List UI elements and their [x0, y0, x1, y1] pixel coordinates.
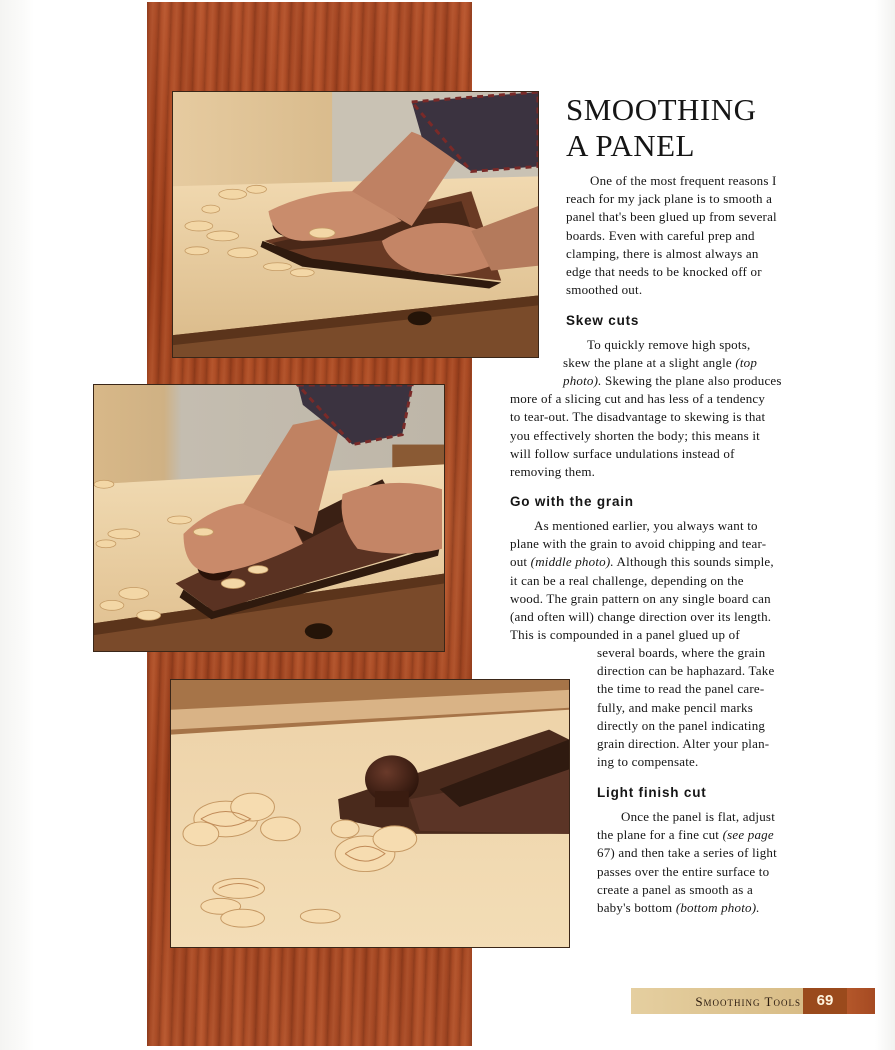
page-right-edge [875, 0, 895, 1050]
text-line: to tear-out. The disadvantage to skewing is that [510, 409, 766, 425]
photo-top-skew-cut [172, 91, 539, 358]
text-line: you effectively shorten the body; this means it [510, 427, 760, 443]
text-line: This is compounded in a panel glued up of [510, 627, 740, 643]
text-line: smoothed out. [566, 282, 643, 298]
photo-bottom-illustration [171, 680, 569, 947]
photo-bottom-light-finish-cut [170, 679, 570, 948]
grain-paragraph-part-1 [510, 517, 810, 644]
skew-paragraph-part-1 [563, 336, 809, 372]
text-fragment: baby's bottom [597, 900, 676, 916]
page-number: 69 [803, 988, 847, 1014]
text-line: direction can be haphazard. Take [597, 663, 775, 679]
text-line [510, 372, 810, 390]
subheading-light-finish-cut: Light finish cut [597, 785, 707, 800]
text-line [563, 354, 809, 372]
photo-reference-bottom: (bottom photo). [675, 900, 760, 916]
text-line: 67) and then take a series of light [597, 845, 777, 861]
text-fragment: skew the plane at a slight angle [563, 355, 732, 371]
text-line: wood. The grain pattern on any single board can [510, 590, 771, 606]
text-line [597, 899, 811, 917]
text-fragment: Although this sounds simple, [613, 554, 774, 570]
photo-middle-grain-direction [93, 384, 445, 652]
photo-top-illustration [173, 92, 538, 357]
text-line: As mentioned earlier, you always want to [534, 518, 758, 533]
text-line: panel that's been glued up from several [566, 209, 777, 225]
text-line: the time to read the panel care- [597, 681, 765, 697]
page-left-edge [0, 0, 34, 1050]
text-line: will follow surface undulations instead of [510, 445, 735, 461]
running-footer-title: Smoothing Tools [695, 994, 801, 1009]
subheading-go-with-the-grain: Go with the grain [510, 494, 634, 509]
light-finish-paragraph [597, 808, 811, 917]
text-line: Once the panel is flat, adjust [621, 809, 776, 824]
text-line: boards. Even with careful prep and [566, 227, 755, 243]
title-line-1: SMOOTHING [566, 92, 757, 127]
text-fragment: out [510, 554, 531, 570]
text-line: grain direction. Alter your plan- [597, 736, 770, 752]
text-line: create a panel as smooth as a [597, 881, 753, 897]
text-line: plane with the grain to avoid chipping and tear- [510, 536, 767, 552]
subheading-skew-cuts: Skew cuts [566, 313, 640, 328]
text-line [597, 826, 811, 844]
text-line: more of a slicing cut and has less of a tendency [510, 391, 766, 407]
text-line: directly on the panel indicating [597, 717, 766, 733]
text-line: reach for my jack plane is to smooth a [566, 191, 773, 207]
title-line-2: A PANEL [566, 128, 695, 163]
text-line [510, 553, 810, 571]
text-line: passes over the entire surface to [597, 863, 770, 879]
photo-middle-illustration [94, 385, 444, 651]
page-reference: (see page [722, 827, 774, 843]
intro-paragraph [566, 172, 811, 299]
text-line: One of the most frequent reasons I [590, 173, 777, 188]
text-line: edge that needs to be knocked off or [566, 264, 762, 280]
skew-paragraph-part-2 [510, 372, 810, 481]
photo-reference-top-continued: photo). [563, 373, 602, 388]
running-footer-band [631, 988, 807, 1014]
text-line: it can be a real challenge, depending on the [510, 572, 744, 588]
photo-reference-middle: (middle photo). [530, 554, 614, 570]
text-line: removing them. [510, 464, 596, 480]
footer-accent-tab [847, 988, 875, 1014]
photo-reference-top: (top [735, 355, 758, 371]
text-line: several boards, where the grain [597, 645, 766, 660]
text-line: (and often will) change direction over its length. [510, 609, 772, 625]
grain-paragraph-part-2 [597, 644, 811, 771]
text-line: ing to compensate. [597, 754, 699, 770]
text-line: fully, and make pencil marks [597, 699, 754, 715]
text-line: clamping, there is almost always an [566, 245, 759, 261]
text-fragment: Skewing the plane also produces [601, 373, 782, 388]
text-line: To quickly remove high spots, [587, 337, 751, 352]
text-fragment: the plane for a fine cut [597, 827, 723, 843]
page-title [566, 92, 866, 164]
